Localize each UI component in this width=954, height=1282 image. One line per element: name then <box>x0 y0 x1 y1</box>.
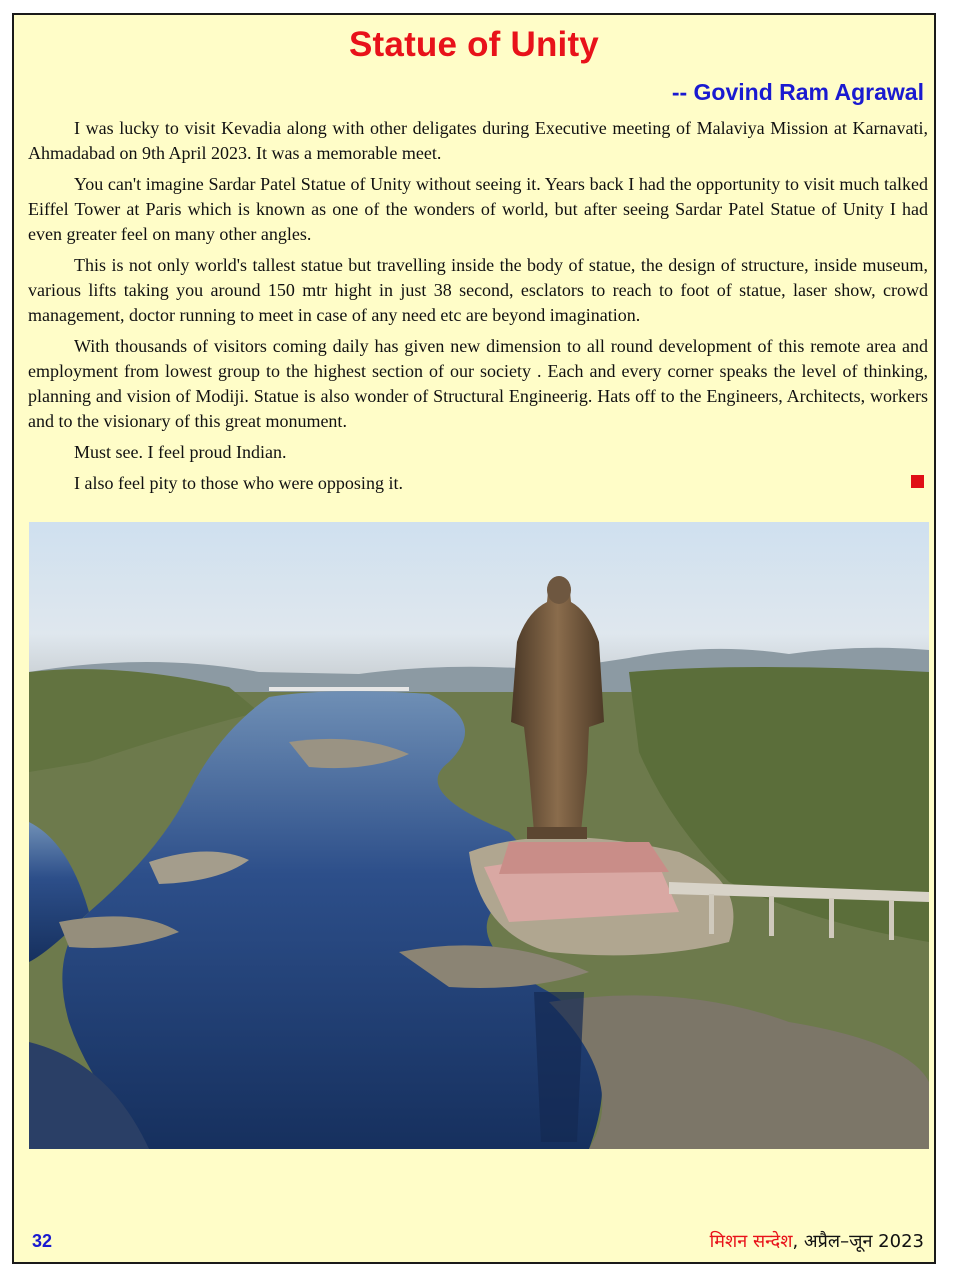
article-title: Statue of Unity <box>349 25 599 64</box>
article-body <box>28 116 928 502</box>
issue-date: , अप्रैल–जून 2023 <box>792 1231 924 1252</box>
paragraph: I was lucky to visit Kevadia along with other deligates during Executive meeting of Malaviya Mission at Karnavati, Ahmadabad on 9th April 2023. It was a memorable meet. <box>28 118 928 163</box>
paragraph: You can't imagine Sardar Patel Statue of Unity without seeing it. Years back I had the opportunity to visit much talked Eiffel Tower at Paris which is known as one of the wonders of world, but after seeing Sardar Patel Statue of Unity I had even greater feel on many other angles. <box>28 174 928 244</box>
magazine-footer <box>710 1229 924 1253</box>
end-of-article-marker <box>911 475 924 488</box>
magazine-name: मिशन सन्देश <box>709 1231 793 1252</box>
paragraph: Must see. I feel proud Indian. <box>74 442 287 462</box>
paragraph: I also feel pity to those who were opposing it. <box>74 473 403 493</box>
paragraph: With thousands of visitors coming daily has given new dimension to all round development of this remote area and employment from lowest group to the highest section of our society . Each and every corner speaks the level of thinking, planning and vision of Modiji. Statue is also wonder of Structural Engineerig. Hats off to the Engineers, Architects, workers and to the visionary of this great monument. <box>28 336 928 431</box>
article-author: -- Govind Ram Agrawal <box>671 79 924 105</box>
paragraph: This is not only world's tallest statue but travelling inside the body of statue, the design of structure, inside museum, various lifts taking you around 150 mtr hight in just 38 second, esclators to reach to foot of statue, laser show, crowd management, doctor running to meet in case of any need etc are beyond imagination. <box>28 255 928 325</box>
statue-aerial-photo <box>29 522 929 1149</box>
magazine-page <box>12 13 936 1264</box>
page-number: 32 <box>32 1231 53 1251</box>
